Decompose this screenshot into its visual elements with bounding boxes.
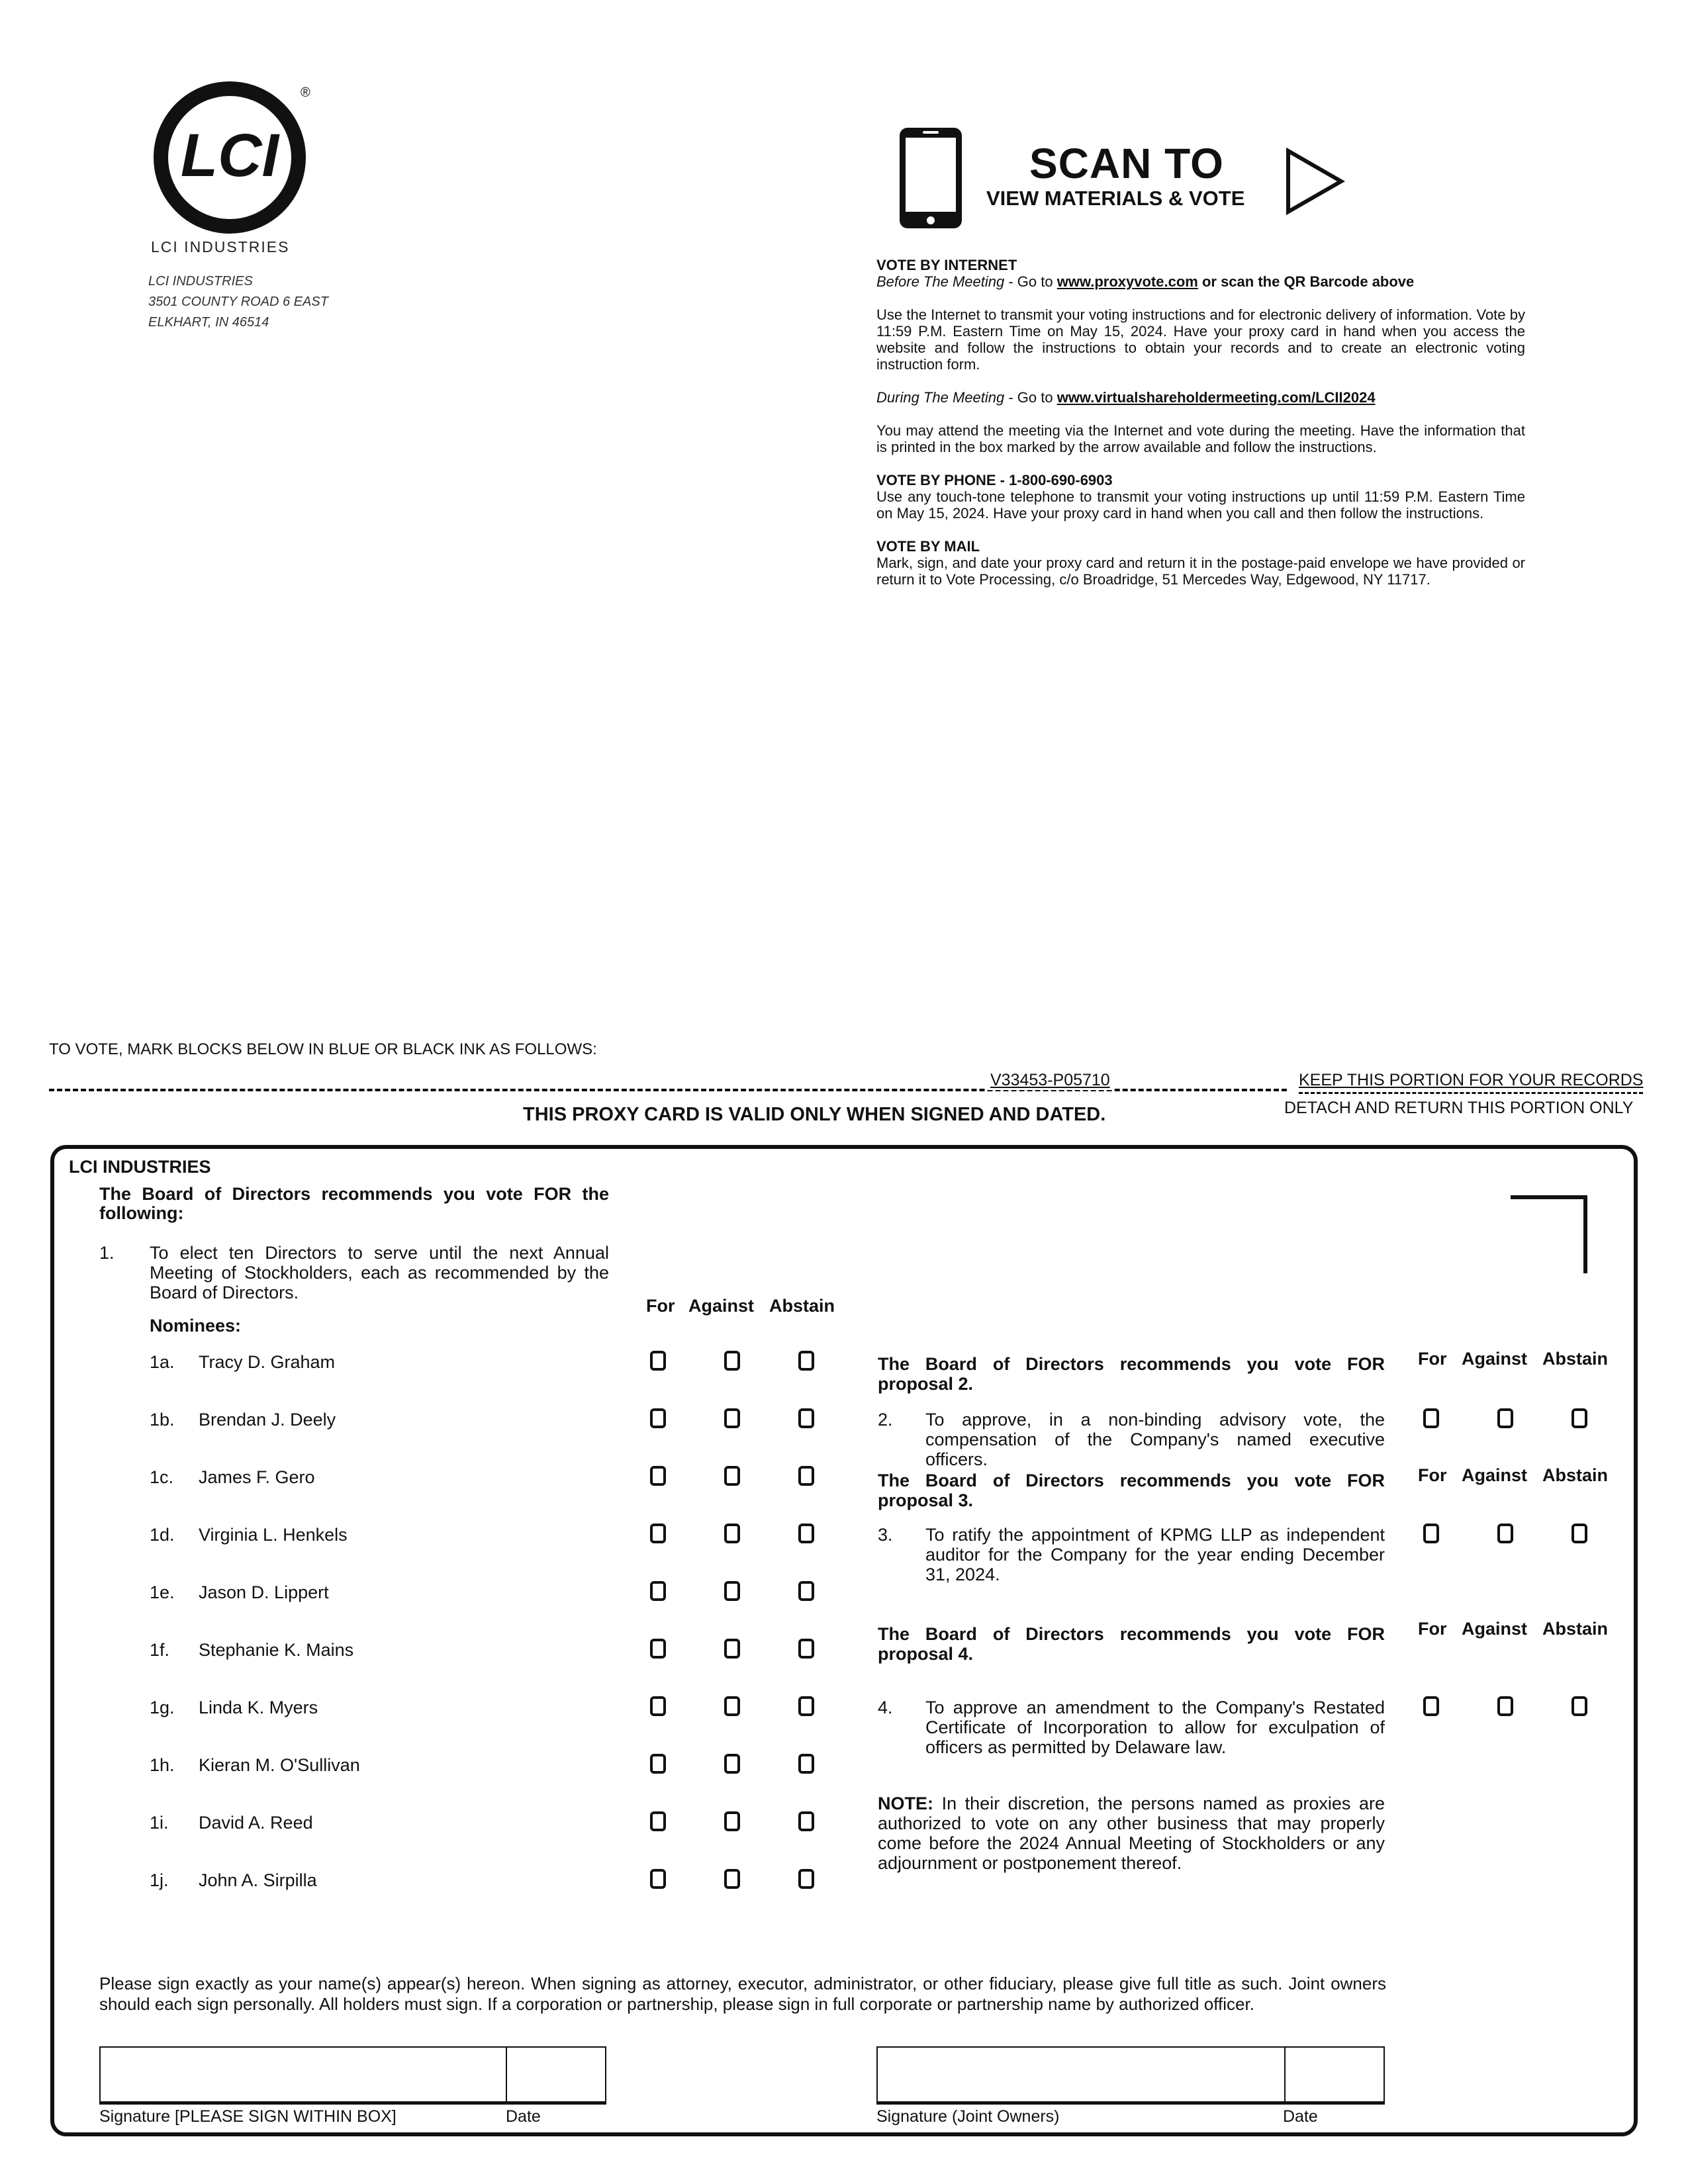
note-text: In their discretion, the persons named as proxies are authorized to vote on any other business that may properly come before the 2024 Annual Meeting of Stockholders or any adjournment or postponement thereof. (878, 1794, 1385, 1873)
vote-internet-during (876, 389, 1525, 406)
detach-portion-label: DETACH AND RETURN THIS PORTION ONLY (1284, 1099, 1634, 1117)
against-checkbox[interactable] (1497, 1696, 1513, 1716)
arrow-right-icon (1284, 147, 1345, 216)
for-checkbox[interactable] (650, 1351, 666, 1371)
nominee-name: Virginia L. Henkels (199, 1525, 348, 1545)
nominee-name: Brendan J. Deely (199, 1410, 336, 1430)
lci-logo (154, 78, 312, 237)
vote-internet-para2: You may attend the meeting via the Internet and vote during the meeting. Have the information that is printed in the box marked by the arrow available and follow the instructions. (876, 422, 1525, 455)
col-against-header: Against (688, 1296, 755, 1316)
keep-dash-line (1299, 1092, 1643, 1094)
col-for-header: For (1418, 1465, 1447, 1485)
abstain-checkbox[interactable] (798, 1408, 814, 1428)
signature-date-divider (1284, 2048, 1286, 2101)
nominee-name: David A. Reed (199, 1813, 313, 1833)
abstain-checkbox[interactable] (798, 1466, 814, 1486)
for-checkbox[interactable] (650, 1408, 666, 1428)
nominee-number: 1j. (150, 1870, 169, 1890)
against-checkbox[interactable] (724, 1811, 740, 1831)
nominee-number: 1a. (150, 1352, 175, 1372)
proposal-2-number: 2. (878, 1410, 893, 1430)
nominees-label: Nominees: (150, 1316, 242, 1336)
for-checkbox[interactable] (650, 1754, 666, 1774)
vote-mail-heading: VOTE BY MAIL (876, 538, 980, 555)
proposal-4-text: To approve an amendment to the Company's Restated Certificate of Incorporation to allow for exculpation of officers as permitted by Delaware law. (925, 1698, 1385, 1757)
address-line: LCI INDUSTRIES (148, 274, 253, 289)
signature-date-divider (506, 2048, 507, 2101)
signature-label: Signature [PLEASE SIGN WITHIN BOX] (99, 2107, 397, 2126)
against-checkbox[interactable] (724, 1754, 740, 1774)
nominee-name: James F. Gero (199, 1467, 315, 1487)
col-against-header: Against (1462, 1349, 1528, 1369)
during-meeting-label: During The Meeting (876, 389, 1005, 406)
item1-text: To elect ten Directors to serve until the next Annual Meeting of Stockholders, each as recommended by the Board of Directors. (150, 1243, 609, 1302)
keep-portion-label: KEEP THIS PORTION FOR YOUR RECORDS (1299, 1071, 1644, 1089)
date-label: Date (506, 2107, 541, 2126)
for-checkbox[interactable] (1423, 1408, 1439, 1428)
board-recommendation-1: The Board of Directors recommends you vote FOR the following: (99, 1184, 609, 1223)
mailing-address (148, 271, 328, 333)
against-checkbox[interactable] (724, 1466, 740, 1486)
against-checkbox[interactable] (724, 1696, 740, 1716)
vote-phone-text: Use any touch-tone telephone to transmit your voting instructions up until 11:59 P.M. Eastern Time on May 15, 2024. Have your proxy card in hand when you call and then follow the instructions. (876, 488, 1525, 522)
note-label: NOTE: (878, 1794, 933, 1813)
nominee-number: 1f. (150, 1640, 170, 1660)
against-checkbox[interactable] (1497, 1408, 1513, 1428)
vote-internet-before (876, 273, 1525, 290)
against-checkbox[interactable] (724, 1408, 740, 1428)
joint-signature-label: Signature (Joint Owners) (876, 2107, 1060, 2126)
scan-title: SCAN TO (1029, 140, 1224, 187)
against-checkbox[interactable] (1497, 1524, 1513, 1543)
against-checkbox[interactable] (724, 1639, 740, 1659)
col-abstain-header: Abstain (1542, 1465, 1609, 1485)
proxyvote-link[interactable]: www.proxyvote.com (1056, 273, 1198, 290)
nominee-name: John A. Sirpilla (199, 1870, 317, 1890)
for-checkbox[interactable] (650, 1696, 666, 1716)
nominee-number: 1g. (150, 1698, 175, 1717)
col-for-header: For (1418, 1619, 1447, 1639)
abstain-checkbox[interactable] (798, 1581, 814, 1601)
proposal-4-number: 4. (878, 1698, 893, 1717)
for-checkbox[interactable] (650, 1581, 666, 1601)
during-mid: - Go to (1004, 389, 1057, 406)
nominee-number: 1c. (150, 1467, 174, 1487)
vote-mail-text: Mark, sign, and date your proxy card and return it in the postage-paid envelope we have provided or return it to Vote Processing, c/o Broadridge, 51 Mercedes Way, Edgewood, NY 11717. (876, 555, 1525, 588)
against-checkbox[interactable] (724, 1524, 740, 1543)
control-code: V33453-P05710 (986, 1071, 1114, 1090)
abstain-checkbox[interactable] (1571, 1408, 1587, 1428)
voting-instructions (876, 257, 1525, 604)
nominee-name: Tracy D. Graham (199, 1352, 336, 1372)
col-for-header: For (1418, 1349, 1447, 1369)
col-abstain-header: Abstain (769, 1296, 835, 1316)
joint-signature-box[interactable] (876, 2046, 1385, 2105)
against-checkbox[interactable] (724, 1351, 740, 1371)
nominee-name: Kieran M. O'Sullivan (199, 1755, 360, 1775)
for-checkbox[interactable] (650, 1869, 666, 1889)
valid-notice: THIS PROXY CARD IS VALID ONLY WHEN SIGNED AND DATED. (523, 1104, 1106, 1125)
abstain-checkbox[interactable] (798, 1696, 814, 1716)
signature-box[interactable] (99, 2046, 606, 2105)
for-checkbox[interactable] (1423, 1524, 1439, 1543)
proposal-3-text: To ratify the appointment of KPMG LLP as independent auditor for the Company for the year ending December 31, 2024. (925, 1525, 1385, 1584)
for-checkbox[interactable] (650, 1639, 666, 1659)
logo-company-name: LCI INDUSTRIES (151, 238, 290, 255)
vote-internet-heading: VOTE BY INTERNET (876, 257, 1017, 273)
logo-text: LCI (180, 122, 279, 189)
against-checkbox[interactable] (724, 1581, 740, 1601)
for-checkbox[interactable] (650, 1524, 666, 1543)
date-label: Date (1283, 2107, 1318, 2126)
board-recommendation-4: The Board of Directors recommends you vote FOR proposal 4. (878, 1624, 1385, 1664)
board-recommendation-2: The Board of Directors recommends you vote FOR proposal 2. (878, 1354, 1385, 1394)
col-against-header: Against (1462, 1619, 1528, 1639)
board-recommendation-3: The Board of Directors recommends you vote FOR proposal 3. (878, 1471, 1385, 1510)
nominee-number: 1e. (150, 1582, 175, 1602)
item1-number: 1. (99, 1243, 115, 1263)
signing-instructions: Please sign exactly as your name(s) appear(s) hereon. When signing as attorney, executor, administrator, or other fiduciary, please give full title as such. Joint owners should each sign personally. All holders must sign. If a corporation or partnership, please sign in full corporate or partnership name by authorized officer. (99, 1974, 1386, 2014)
col-against-header: Against (1462, 1465, 1528, 1485)
before-meeting-label: Before The Meeting (876, 273, 1005, 290)
abstain-checkbox[interactable] (798, 1811, 814, 1831)
before-tail: or scan the QR Barcode above (1197, 273, 1415, 290)
vote-internet-para1: Use the Internet to transmit your voting instructions and for electronic delivery of information. Vote by 11:59 P.M. Eastern Time on May 15, 2024. Have your proxy card in hand when you access the website and follow the instructions to obtain your records and to create an electronic voting instruction form. (876, 306, 1525, 373)
col-abstain-header: Abstain (1542, 1619, 1609, 1639)
nominee-number: 1b. (150, 1410, 175, 1430)
corner-mark (1511, 1195, 1587, 1273)
abstain-checkbox[interactable] (798, 1351, 814, 1371)
scan-subtitle: VIEW MATERIALS & VOTE (986, 187, 1245, 210)
abstain-checkbox[interactable] (798, 1869, 814, 1889)
proposal-2-text: To approve, in a non-binding advisory vote, the compensation of the Company's named executive officers. (925, 1410, 1385, 1469)
nominee-number: 1i. (150, 1813, 169, 1833)
nominee-name: Stephanie K. Mains (199, 1640, 354, 1660)
col-for-header: For (646, 1296, 675, 1316)
nominee-name: Jason D. Lippert (199, 1582, 329, 1602)
vote-phone-heading: VOTE BY PHONE - 1-800-690-6903 (876, 472, 1113, 488)
nominee-number: 1h. (150, 1755, 175, 1775)
logo-registered: ® (301, 85, 310, 100)
smartphone-icon (898, 126, 964, 230)
abstain-checkbox[interactable] (1571, 1524, 1587, 1543)
abstain-checkbox[interactable] (798, 1524, 814, 1543)
proposal-3-number: 3. (878, 1525, 893, 1545)
nominee-name: Linda K. Myers (199, 1698, 318, 1717)
proxy-note (878, 1794, 1385, 1873)
against-checkbox[interactable] (724, 1869, 740, 1889)
mark-instructions: TO VOTE, MARK BLOCKS BELOW IN BLUE OR BLACK INK AS FOLLOWS: (49, 1040, 597, 1058)
nominee-number: 1d. (150, 1525, 175, 1545)
abstain-checkbox[interactable] (798, 1754, 814, 1774)
for-checkbox[interactable] (650, 1811, 666, 1831)
for-checkbox[interactable] (650, 1466, 666, 1486)
card-company: LCI INDUSTRIES (69, 1157, 211, 1177)
abstain-checkbox[interactable] (798, 1639, 814, 1659)
abstain-checkbox[interactable] (1571, 1696, 1587, 1716)
before-mid: - Go to (1004, 273, 1057, 290)
virtual-meeting-link[interactable]: www.virtualshareholdermeeting.com/LCII2024 (1056, 389, 1376, 406)
address-line: 3501 COUNTY ROAD 6 EAST (148, 295, 328, 309)
address-line: ELKHART, IN 46514 (148, 315, 269, 330)
col-abstain-header: Abstain (1542, 1349, 1609, 1369)
for-checkbox[interactable] (1423, 1696, 1439, 1716)
